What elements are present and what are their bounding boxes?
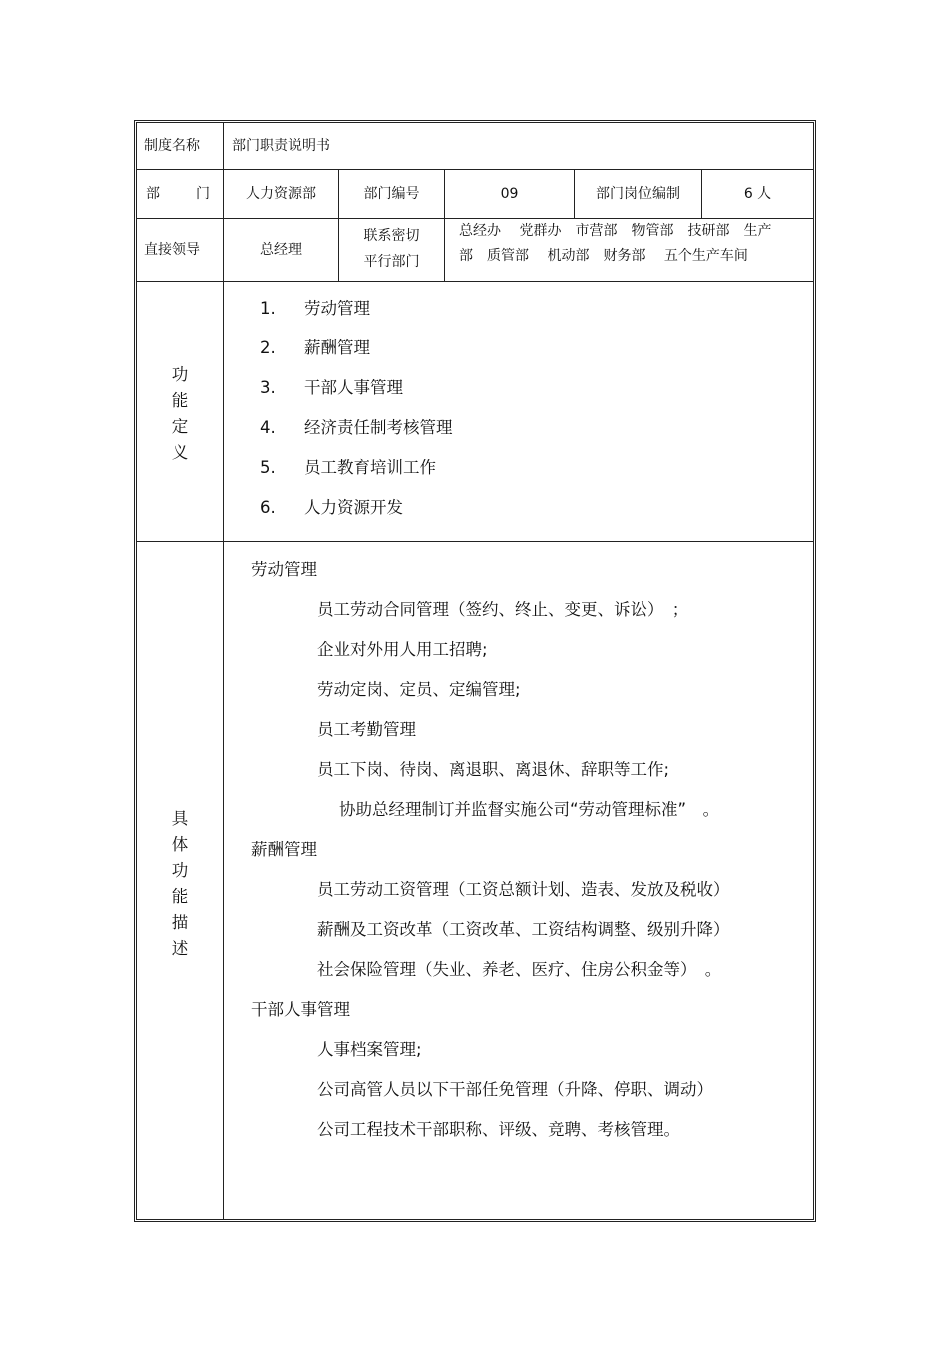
department-value: 人力资源部 [246, 186, 316, 202]
section-heading: 劳动管理 [251, 560, 317, 579]
description-line: 员工劳动合同管理（签约、终止、变更、诉讼） ； [317, 600, 689, 619]
description-line: 企业对外用人用工招聘; [317, 640, 488, 659]
department-label: 部门 [146, 186, 246, 202]
row-divider [137, 281, 813, 282]
position-quota-value: 6 人 [743, 186, 772, 202]
description-line: 员工劳动工资管理（工资总额计划、造表、发放及税收） [317, 880, 730, 899]
description-line: 劳动定岗、定员、定编管理; [317, 680, 521, 699]
label-char: 定 [171, 417, 189, 436]
label-char: 功 [171, 861, 189, 880]
description-line: 员工考勤管理 [317, 720, 416, 739]
position-quota-label: 部门岗位编制 [596, 186, 680, 202]
row-divider [137, 169, 813, 170]
department-code-value: 09 [500, 186, 519, 202]
description-line: 公司工程技术干部职称、评级、竞聘、考核管理。 [317, 1120, 680, 1139]
function-item: 2. 薪酬管理 [260, 338, 370, 357]
description-line: 社会保险管理（失业、养老、医疗、住房公积金等） 。 [317, 960, 722, 979]
function-item: 5. 员工教育培训工作 [260, 458, 436, 477]
related-departments-label: 平行部门 [363, 254, 420, 270]
label-char: 描 [171, 913, 189, 932]
description-line: 协助总经理制订并监督实施公司“劳动管理标准” 。 [339, 800, 720, 819]
description-line: 人事档案管理; [317, 1040, 422, 1059]
row-divider [137, 541, 813, 542]
function-item: 3. 干部人事管理 [260, 378, 403, 397]
section-heading: 薪酬管理 [251, 840, 317, 859]
label-char: 述 [171, 939, 189, 958]
job-description-table [134, 120, 816, 1222]
label-char: 义 [171, 443, 189, 462]
policy-name-value: 部门职责说明书 [232, 138, 330, 154]
label-char: 能 [171, 887, 189, 906]
function-description-label [168, 807, 192, 961]
department-code-label: 部门编号 [363, 186, 420, 202]
function-definition-label [168, 363, 192, 465]
label-char: 能 [171, 391, 189, 410]
column-divider [223, 123, 224, 1219]
function-item: 1. 劳动管理 [260, 299, 370, 318]
related-departments-list: 总经办 党群办 市营部 物管部 技研部 生产 [459, 223, 772, 239]
policy-name-label: 制度名称 [144, 138, 200, 154]
label-char: 体 [171, 835, 189, 854]
section-heading: 干部人事管理 [251, 1000, 350, 1019]
direct-leader-label: 直接领导 [144, 242, 200, 258]
function-item: 6. 人力资源开发 [260, 498, 403, 517]
description-line: 公司高管人员以下干部任免管理（升降、停职、调动） [317, 1080, 713, 1099]
function-item: 4. 经济责任制考核管理 [260, 418, 453, 437]
description-line: 薪酬及工资改革（工资改革、工资结构调整、级别升降） [317, 920, 730, 939]
direct-leader-value: 总经理 [260, 242, 302, 258]
related-departments-label: 联系密切 [363, 228, 420, 244]
row-divider [137, 218, 813, 219]
related-departments-list: 部 质管部 机动部 财务部 五个生产车间 [459, 248, 748, 264]
label-char: 具 [171, 809, 189, 828]
label-char: 功 [171, 365, 189, 384]
description-line: 员工下岗、待岗、离退职、离退休、辞职等工作; [317, 760, 670, 779]
